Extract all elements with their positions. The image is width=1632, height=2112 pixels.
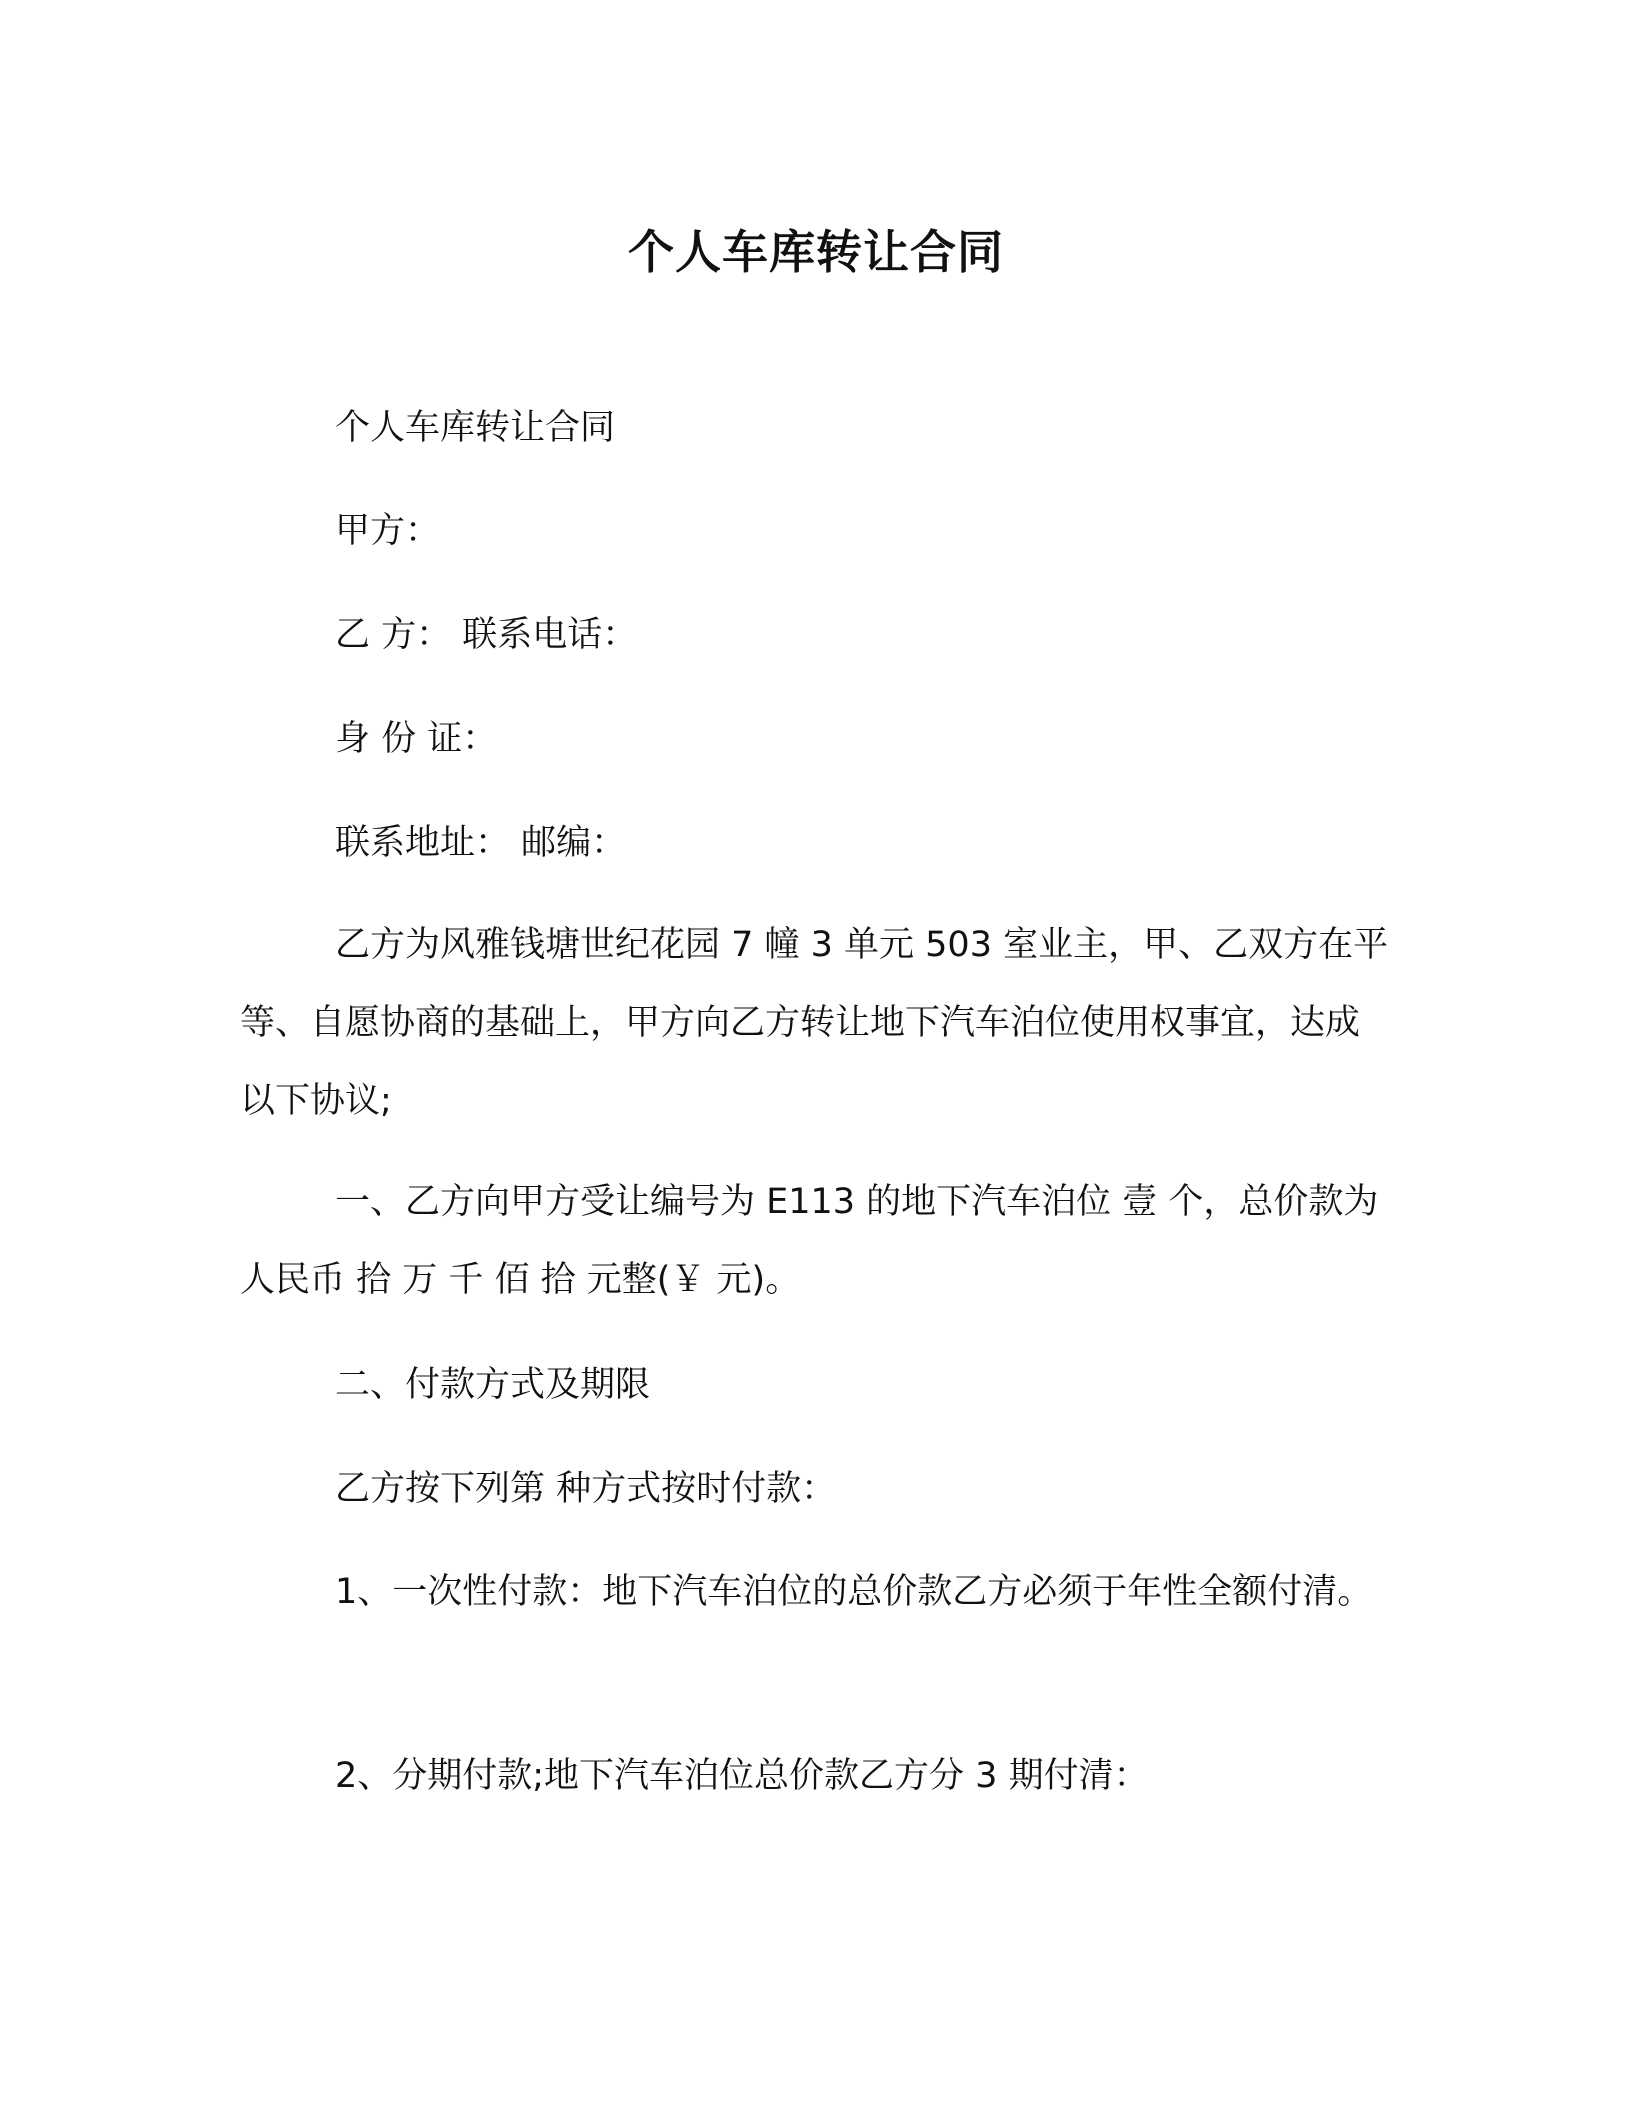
paragraph-id-card: 身 份 证： [335, 719, 498, 759]
paragraph-payment-lump: 1、一次性付款：地下汽车泊位的总价款乙方必须于年性全额付清。 [335, 1572, 1373, 1612]
paragraph-clause-2-title: 二、付款方式及期限 [335, 1365, 651, 1405]
paragraph-payment-install: 2、分期付款;地下汽车泊位总价款乙方分 3 期付清： [335, 1756, 1149, 1796]
document-title: 个人车库转让合同 [628, 225, 1004, 279]
paragraph-payment-choice: 乙方按下列第 种方式按时付款： [335, 1469, 837, 1509]
paragraph-party-a: 甲方： [335, 511, 441, 551]
paragraph-party-b: 乙 方： 联系电话： [335, 615, 638, 655]
paragraph-address: 联系地址： 邮编： [335, 823, 627, 863]
paragraph-heading: 个人车库转让合同 [335, 408, 616, 448]
paragraph-clause-1: 一、乙方向甲方受让编号为 E113 的地下汽车泊位 壹 个，总价款为人民币 拾 万 千 佰 拾 元整(￥ 元)。 [240, 1182, 1379, 1300]
paragraph-preamble: 乙方为风雅钱塘世纪花园 7 幢 3 单元 503 室业主，甲、乙双方在平等、自愿协商的基础上，甲方向乙方转让地下汽车泊位使用权事宜，达成以下协议; [240, 925, 1389, 1121]
